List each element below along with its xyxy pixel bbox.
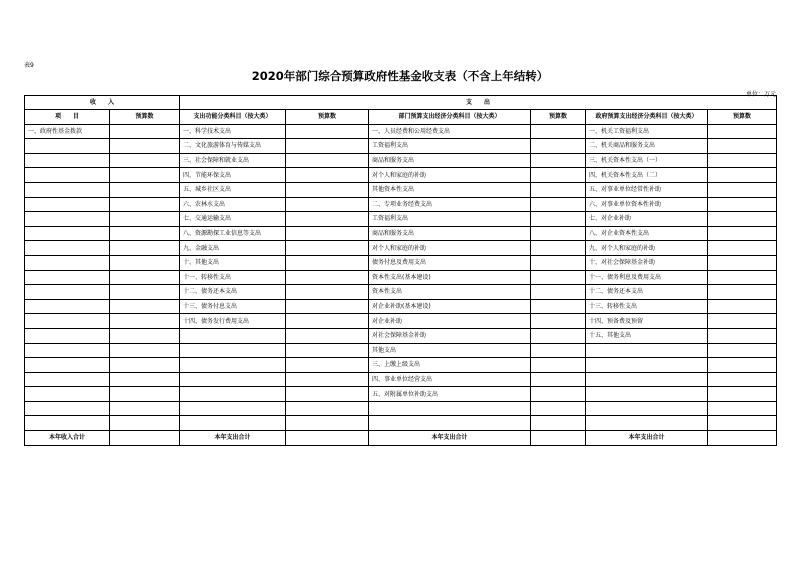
table-cell [110, 401, 180, 416]
table-row [25, 285, 777, 300]
table-cell [286, 139, 369, 154]
table-cell [531, 299, 586, 314]
table-cell [531, 153, 586, 168]
table-cell [708, 168, 777, 183]
table-cell [110, 153, 180, 168]
table-cell [531, 358, 586, 373]
table-cell: 三、机关资本性支出（一） [586, 153, 708, 168]
table-cell: 一、政府性基金拨款 [25, 124, 110, 139]
column-header: 部门预算支出经济分类科目（按大类） [369, 110, 531, 125]
column-header: 预算数 [708, 110, 777, 125]
table-cell: 十四、债务发行费用支出 [180, 314, 286, 329]
table-cell [110, 328, 180, 343]
table-cell: 其他支出 [369, 343, 531, 358]
table-cell: 六、农林水支出 [180, 197, 286, 212]
table-cell [708, 153, 777, 168]
column-header: 项 目 [25, 110, 110, 125]
table-cell [25, 153, 110, 168]
table-row [25, 358, 777, 373]
table-row [25, 270, 777, 285]
table-cell: 十、其他支出 [180, 255, 286, 270]
totals-row [25, 431, 777, 446]
table-cell: 资本性支出(基本建设) [369, 270, 531, 285]
table-cell: 四、事业单位经营支出 [369, 372, 531, 387]
table-cell [25, 314, 110, 329]
table-cell [531, 285, 586, 300]
table-cell [708, 387, 777, 402]
column-header: 预算数 [110, 110, 180, 125]
table-cell: 工资福利支出 [369, 139, 531, 154]
table-cell: 八、资源勘探工业信息等支出 [180, 226, 286, 241]
table-cell [531, 226, 586, 241]
total-cell [708, 431, 777, 446]
table-cell [110, 226, 180, 241]
table-cell [25, 270, 110, 285]
table-cell: 十三、转移性支出 [586, 299, 708, 314]
table-cell [286, 255, 369, 270]
table-row [25, 182, 777, 197]
table-cell: 四、节能环保支出 [180, 168, 286, 183]
table-cell [369, 416, 531, 431]
table-row [25, 343, 777, 358]
table-cell [180, 358, 286, 373]
table-cell [25, 416, 110, 431]
table-cell [531, 197, 586, 212]
table-cell: 二、机关商品和服务支出 [586, 139, 708, 154]
table-cell [708, 343, 777, 358]
group-header-row [25, 96, 777, 110]
table-cell [110, 124, 180, 139]
column-header-row [25, 110, 777, 125]
table-cell [286, 328, 369, 343]
table-cell [586, 358, 708, 373]
table-cell: 八、对企业资本性支出 [586, 226, 708, 241]
unit-label: 单位：万元 [745, 91, 776, 98]
table-cell: 对个人和家庭的补助 [369, 168, 531, 183]
table-cell [286, 212, 369, 227]
total-cell [286, 431, 369, 446]
table-cell: 其他资本性支出 [369, 182, 531, 197]
table-number: 表9 [24, 62, 34, 69]
total-cell: 本年收入合计 [25, 431, 110, 446]
table-cell [25, 139, 110, 154]
table-row [25, 387, 777, 402]
table-cell [25, 168, 110, 183]
table-row [25, 372, 777, 387]
table-cell [531, 168, 586, 183]
table-cell [180, 343, 286, 358]
table-cell [531, 401, 586, 416]
table-cell: 一、科学技术支出 [180, 124, 286, 139]
table-cell [25, 358, 110, 373]
table-cell [586, 343, 708, 358]
table-row [25, 328, 777, 343]
table-cell [708, 299, 777, 314]
table-cell [586, 416, 708, 431]
table-row [25, 255, 777, 270]
table-cell [708, 328, 777, 343]
table-cell: 十一、债务利息及费用支出 [586, 270, 708, 285]
column-header: 支出功能分类科目（按大类） [180, 110, 286, 125]
table-cell [708, 372, 777, 387]
table-cell [110, 358, 180, 373]
table-cell [25, 212, 110, 227]
table-cell: 十二、债务还本支出 [180, 285, 286, 300]
table-cell [708, 285, 777, 300]
table-cell [286, 226, 369, 241]
table-cell: 五、对事业单位经常性补助 [586, 182, 708, 197]
table-cell [25, 285, 110, 300]
table-cell [286, 153, 369, 168]
table-cell [25, 299, 110, 314]
table-cell [286, 241, 369, 256]
column-header: 预算数 [531, 110, 586, 125]
table-cell [286, 372, 369, 387]
table-cell: 二、文化旅游体育与传媒支出 [180, 139, 286, 154]
budget-table [24, 95, 777, 446]
column-header: 政府预算支出经济分类科目（按大类） [586, 110, 708, 125]
table-cell: 六、对事业单位资本性补助 [586, 197, 708, 212]
table-cell: 对社会保障基金补助 [369, 328, 531, 343]
table-cell [286, 299, 369, 314]
table-cell [180, 372, 286, 387]
table-cell: 商品和服务支出 [369, 153, 531, 168]
table-cell [286, 416, 369, 431]
table-cell: 二、专项业务经费支出 [369, 197, 531, 212]
table-cell [708, 182, 777, 197]
table-cell: 十一、转移性支出 [180, 270, 286, 285]
table-row [25, 299, 777, 314]
table-cell [25, 255, 110, 270]
table-cell: 资本性支出 [369, 285, 531, 300]
total-cell: 本年支出合计 [369, 431, 531, 446]
table-cell [286, 168, 369, 183]
table-cell [531, 372, 586, 387]
table-cell [286, 285, 369, 300]
table-cell: 九、对个人和家庭的补助 [586, 241, 708, 256]
table-cell [25, 328, 110, 343]
total-cell: 本年支出合计 [180, 431, 286, 446]
table-cell [110, 299, 180, 314]
table-row [25, 212, 777, 227]
table-cell [25, 226, 110, 241]
table-cell [586, 387, 708, 402]
table-cell: 十三、债务付息支出 [180, 299, 286, 314]
table-cell: 五、对附属单位补助支出 [369, 387, 531, 402]
table-row [25, 168, 777, 183]
table-cell [531, 124, 586, 139]
table-cell [180, 387, 286, 402]
table-cell [708, 197, 777, 212]
table-cell [531, 343, 586, 358]
table-cell [110, 182, 180, 197]
table-row [25, 401, 777, 416]
table-cell [531, 139, 586, 154]
table-cell [110, 285, 180, 300]
table-cell [25, 401, 110, 416]
table-cell [25, 182, 110, 197]
table-cell [286, 343, 369, 358]
table-row [25, 197, 777, 212]
table-cell [286, 197, 369, 212]
table-cell [25, 372, 110, 387]
table-cell: 三、上缴上级支出 [369, 358, 531, 373]
table-cell [286, 401, 369, 416]
table-cell [531, 182, 586, 197]
table-cell: 十、对社会保障基金补助 [586, 255, 708, 270]
table-cell [25, 343, 110, 358]
table-cell [369, 401, 531, 416]
table-cell [531, 416, 586, 431]
table-cell [110, 416, 180, 431]
table-cell [110, 255, 180, 270]
table-cell [531, 314, 586, 329]
table-cell [531, 241, 586, 256]
table-cell [180, 328, 286, 343]
table-cell [110, 168, 180, 183]
table-cell [286, 358, 369, 373]
table-cell [110, 387, 180, 402]
column-header: 预算数 [286, 110, 369, 125]
table-cell: 对企业补助(基本建设) [369, 299, 531, 314]
table-row [25, 314, 777, 329]
table-cell [25, 241, 110, 256]
total-cell [531, 431, 586, 446]
table-cell: 四、机关资本性支出（二） [586, 168, 708, 183]
expense-group-header: 支 出 [180, 96, 777, 110]
table-cell [110, 314, 180, 329]
table-cell [531, 255, 586, 270]
table-row [25, 226, 777, 241]
table-cell: 一、人员经费和公用经费支出 [369, 124, 531, 139]
table-cell [110, 212, 180, 227]
table-row [25, 139, 777, 154]
table-cell [286, 124, 369, 139]
table-cell [25, 197, 110, 212]
table-cell [708, 255, 777, 270]
table-cell [531, 328, 586, 343]
table-cell [286, 387, 369, 402]
table-cell [25, 387, 110, 402]
table-cell [110, 270, 180, 285]
table-cell [708, 358, 777, 373]
table-cell [110, 139, 180, 154]
table-cell [286, 314, 369, 329]
table-cell [708, 241, 777, 256]
table-cell: 对企业补助 [369, 314, 531, 329]
table-cell [586, 401, 708, 416]
table-cell [708, 124, 777, 139]
table-cell [110, 343, 180, 358]
table-cell: 工资福利支出 [369, 212, 531, 227]
page-title: 2020年部门综合预算政府性基金收支表（不含上年结转） [251, 69, 549, 83]
table-cell [708, 416, 777, 431]
table-cell: 对个人和家庭的补助 [369, 241, 531, 256]
income-group-header: 收 入 [25, 96, 180, 110]
table-cell [110, 372, 180, 387]
table-cell: 债务付息及费用支出 [369, 255, 531, 270]
table-row [25, 241, 777, 256]
table-cell [708, 212, 777, 227]
table-cell: 十五、其他支出 [586, 328, 708, 343]
table-cell [708, 226, 777, 241]
table-cell [180, 401, 286, 416]
table-cell: 七、交通运输支出 [180, 212, 286, 227]
table-cell [708, 314, 777, 329]
table-cell: 五、城乡社区支出 [180, 182, 286, 197]
table-cell: 十二、债务还本支出 [586, 285, 708, 300]
table-cell [531, 387, 586, 402]
table-cell [708, 401, 777, 416]
table-cell [110, 241, 180, 256]
table-cell [586, 372, 708, 387]
table-row [25, 153, 777, 168]
table-cell [286, 182, 369, 197]
table-cell [180, 416, 286, 431]
table-row [25, 124, 777, 139]
table-cell: 一、机关工资福利支出 [586, 124, 708, 139]
table-cell [531, 212, 586, 227]
table-cell: 九、金融支出 [180, 241, 286, 256]
table-cell [708, 270, 777, 285]
table-cell: 商品和服务支出 [369, 226, 531, 241]
total-cell [110, 431, 180, 446]
table-cell [708, 139, 777, 154]
table-cell [110, 197, 180, 212]
table-cell [531, 270, 586, 285]
table-cell: 十四、预备费及预留 [586, 314, 708, 329]
table-row [25, 416, 777, 431]
table-cell: 七、对企业补助 [586, 212, 708, 227]
table-cell: 三、社会保障和就业支出 [180, 153, 286, 168]
total-cell: 本年支出合计 [586, 431, 708, 446]
table-cell [286, 270, 369, 285]
